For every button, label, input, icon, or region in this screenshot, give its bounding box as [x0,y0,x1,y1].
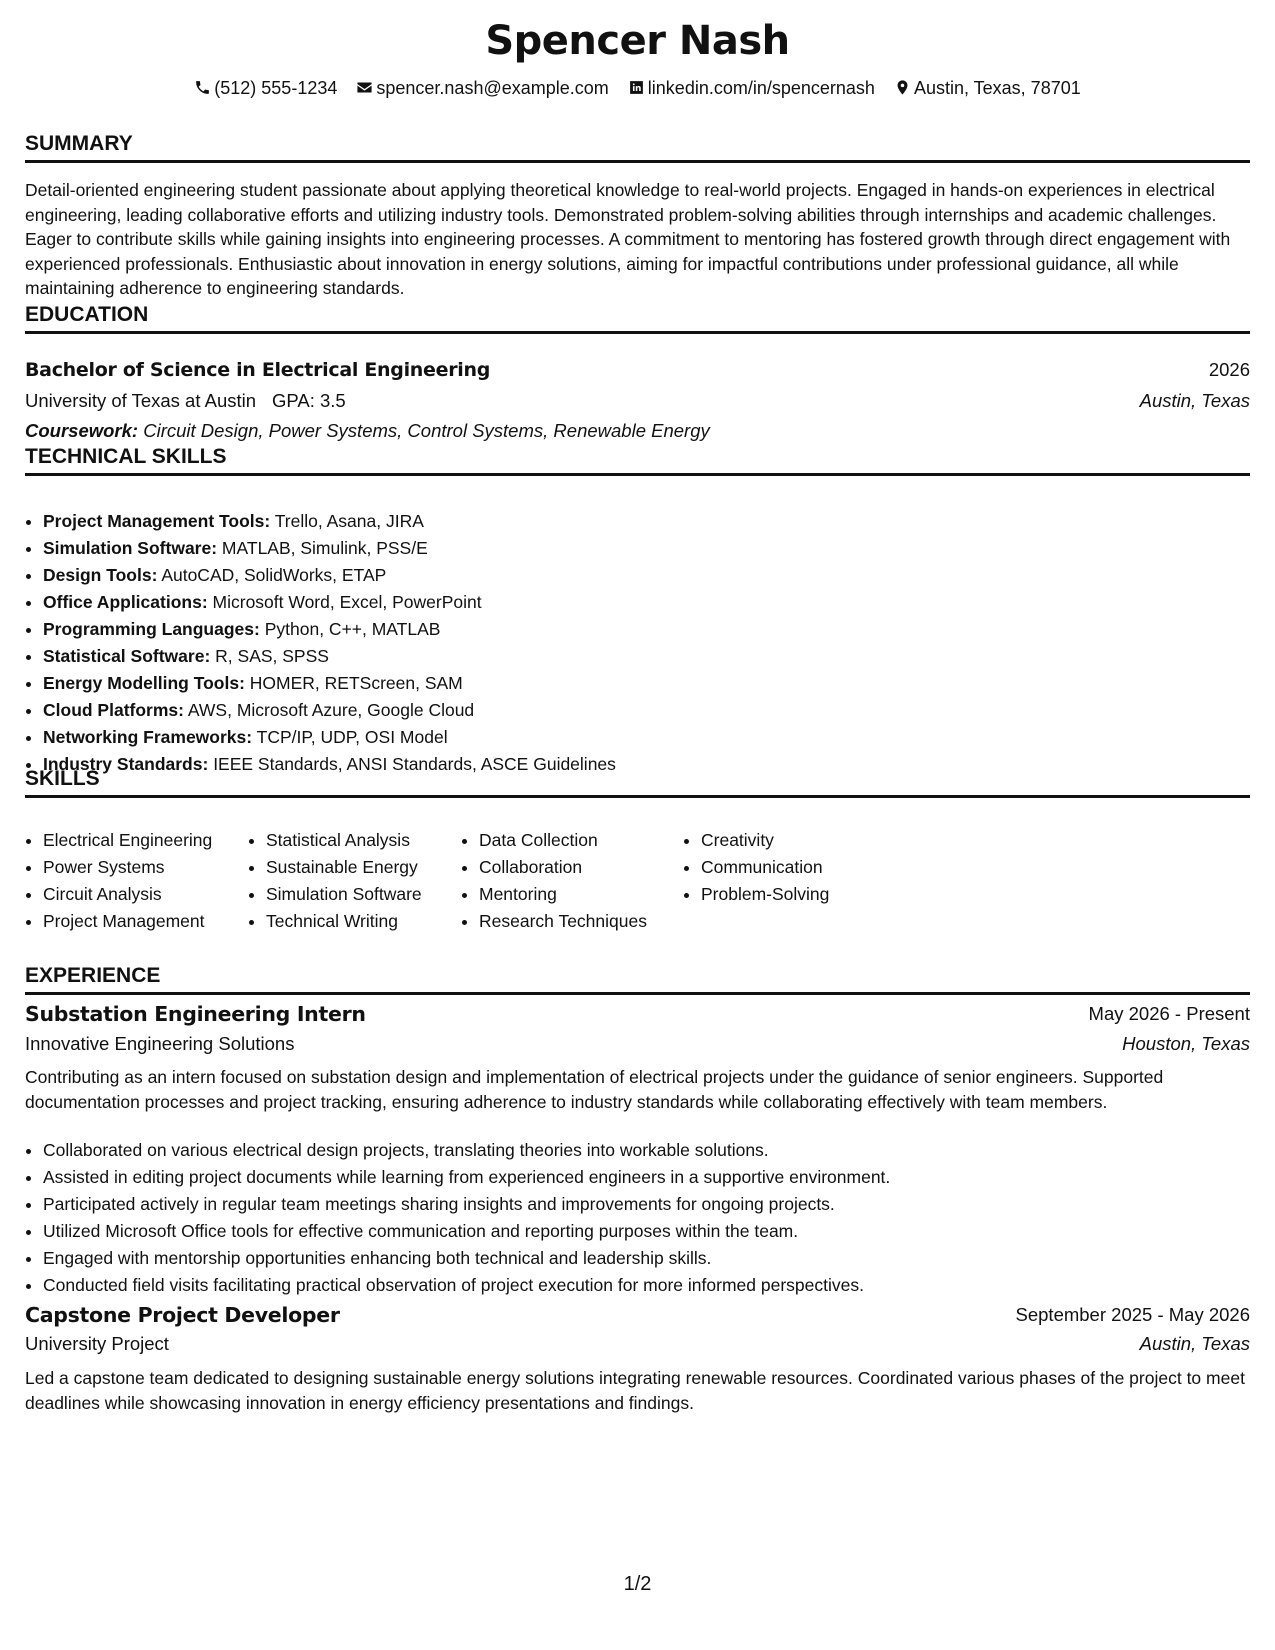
section-heading-summary: SUMMARY [25,131,1250,163]
skill-label: Energy Modelling Tools: [43,673,245,693]
list-item: • Statistical Analysis [266,827,422,854]
coursework-wrap [25,419,710,443]
list-item [43,589,616,616]
contact-email[interactable] [356,78,608,99]
list-item: • Participated actively in regular team meetings sharing insights and improvements for ongoing projects. [43,1191,890,1218]
list-item [43,535,616,562]
list-item: • Technical Writing [266,908,422,935]
skill-label: Office Applications: [43,592,208,612]
phone-icon [194,79,211,96]
list-item [43,643,616,670]
skill-value: R, SAS, SPSS [215,646,329,666]
candidate-name: Spencer Nash [485,18,790,64]
section-heading-experience: EXPERIENCE [25,963,1250,995]
list-item: • Power Systems [43,854,212,881]
contact-linkedin[interactable] [628,78,875,99]
summary-text: Detail-oriented engineering student passionate about applying theoretical knowledge to real-world projects. Engaged in hands-on experiences in electrical engineering, leading collaborative efforts and utilizing industry tools. Demonstrated problem-solving abilities through internships and academic challenges. Eager to contribute skills while gaining insights into engineering processes. A commitment to mentoring has fostered growth through direct engagement with experienced professionals. Enthusiastic about innovation in energy solutions, aiming for impactful contributions under professional guidance, all while maintaining adherence to engineering standards. [25,180,1231,298]
list-item: • Utilized Microsoft Office tools for effective communication and reporting purposes within the team. [43,1218,890,1245]
list-item [43,724,616,751]
technical-skills-list [25,508,616,778]
skill-label: Networking Frameworks: [43,727,253,747]
skill-value: HOMER, RETScreen, SAM [249,673,463,693]
skill-label: Cloud Platforms: [43,700,184,720]
list-item: • Collaborated on various electrical design projects, translating theories into workable solutions. [43,1137,890,1164]
job-description: Led a capstone team dedicated to designing sustainable energy solutions integrating renewable resources. Coordinated various phases of the project to meet deadlines while showcasing innovation in energy efficiency presentations and findings. [25,1368,1245,1413]
company-name: Innovative Engineering Solutions [25,1033,295,1054]
school-location: Austin, Texas [1139,390,1250,411]
skill-value: AutoCAD, SolidWorks, ETAP [161,565,387,585]
list-item: • Electrical Engineering [43,827,212,854]
linkedin-text: linkedin.com/in/spencernash [647,78,875,98]
linkedin-icon [628,79,645,96]
list-item [43,616,616,643]
job-dates: September 2025 - May 2026 [1015,1304,1250,1325]
location-text: Austin, Texas, 78701 [913,78,1081,98]
skill-value: TCP/IP, UDP, OSI Model [256,727,448,747]
list-item: • Assisted in editing project documents while learning from experienced engineers in a supportive environment. [43,1164,890,1191]
resume-page [25,0,1250,1650]
phone-text: (512) 555-1234 [214,78,338,98]
skills-column-3 [461,827,647,935]
skills-column-1 [25,827,212,935]
job-title: Substation Engineering Intern [25,1002,366,1026]
skill-label: Design Tools: [43,565,158,585]
company-name: University Project [25,1333,169,1354]
degree-title: Bachelor of Science in Electrical Engineering [25,359,490,381]
list-item: • Simulation Software [266,881,422,908]
list-item: • Research Techniques [479,908,647,935]
list-item [43,697,616,724]
list-item: • Circuit Analysis [43,881,212,908]
skill-value: IEEE Standards, ANSI Standards, ASCE Guidelines [213,754,616,774]
skill-label: Programming Languages: [43,619,260,639]
job-title: Capstone Project Developer [25,1303,340,1327]
map-pin-icon [894,79,911,96]
gpa: GPA: 3.5 [272,390,346,411]
skill-label: Statistical Software: [43,646,211,666]
section-heading-education: EDUCATION [25,302,1250,334]
list-item: • Engaged with mentorship opportunities enhancing both technical and leadership skills. [43,1245,890,1272]
skill-value: AWS, Microsoft Azure, Google Cloud [187,700,475,720]
skill-label: Industry Standards: [43,754,209,774]
skills-column-2 [248,827,422,935]
job-location: Houston, Texas [1122,1033,1250,1054]
email-text: spencer.nash@example.com [376,78,609,98]
list-item: • Collaboration [479,854,647,881]
list-item [43,670,616,697]
contact-phone [194,78,337,99]
school-name: University of Texas at Austin [25,390,257,411]
skill-value: Python, C++, MATLAB [264,619,441,639]
list-item: • Sustainable Energy [266,854,422,881]
job-1-bullets [25,1137,890,1299]
skills-column-4 [683,827,829,908]
coursework-label: Coursework: [25,420,139,441]
coursework-list: Circuit Design, Power Systems, Control Systems, Renewable Energy [143,420,710,441]
list-item: • Creativity [701,827,829,854]
list-item: • Problem-Solving [701,881,829,908]
graduation-year: 2026 [1208,359,1250,380]
skill-value: Trello, Asana, JIRA [274,511,424,531]
skill-value: Microsoft Word, Excel, PowerPoint [212,592,482,612]
contact-location [894,78,1081,99]
skills-grid [25,827,1250,937]
job-dates: May 2026 - Present [1088,1003,1250,1024]
list-item [43,508,616,535]
list-item: • Conducted field visits facilitating practical observation of project execution for more informed perspectives. [43,1272,890,1299]
skill-value: MATLAB, Simulink, PSS/E [221,538,428,558]
list-item: • Mentoring [479,881,647,908]
skill-label: Simulation Software: [43,538,218,558]
job-description: Contributing as an intern focused on substation design and implementation of electrical projects under the guidance of senior engineers. Supported documentation processes and project tracking, ensuring adherence to industry standards while collaborating effectively with team members. [25,1067,1164,1112]
contact-bar [25,78,1250,99]
list-item [43,562,616,589]
section-heading-technical-skills: TECHNICAL SKILLS [25,444,1250,476]
list-item: • Project Management [43,908,212,935]
skill-label: Project Management Tools: [43,511,271,531]
section-heading-skills: SKILLS [25,766,1250,798]
page-number: 1/2 [623,1573,652,1595]
list-item: • Communication [701,854,829,881]
list-item: • Data Collection [479,827,647,854]
envelope-icon [356,79,373,96]
school-line [25,389,346,413]
job-location: Austin, Texas [1139,1333,1250,1354]
